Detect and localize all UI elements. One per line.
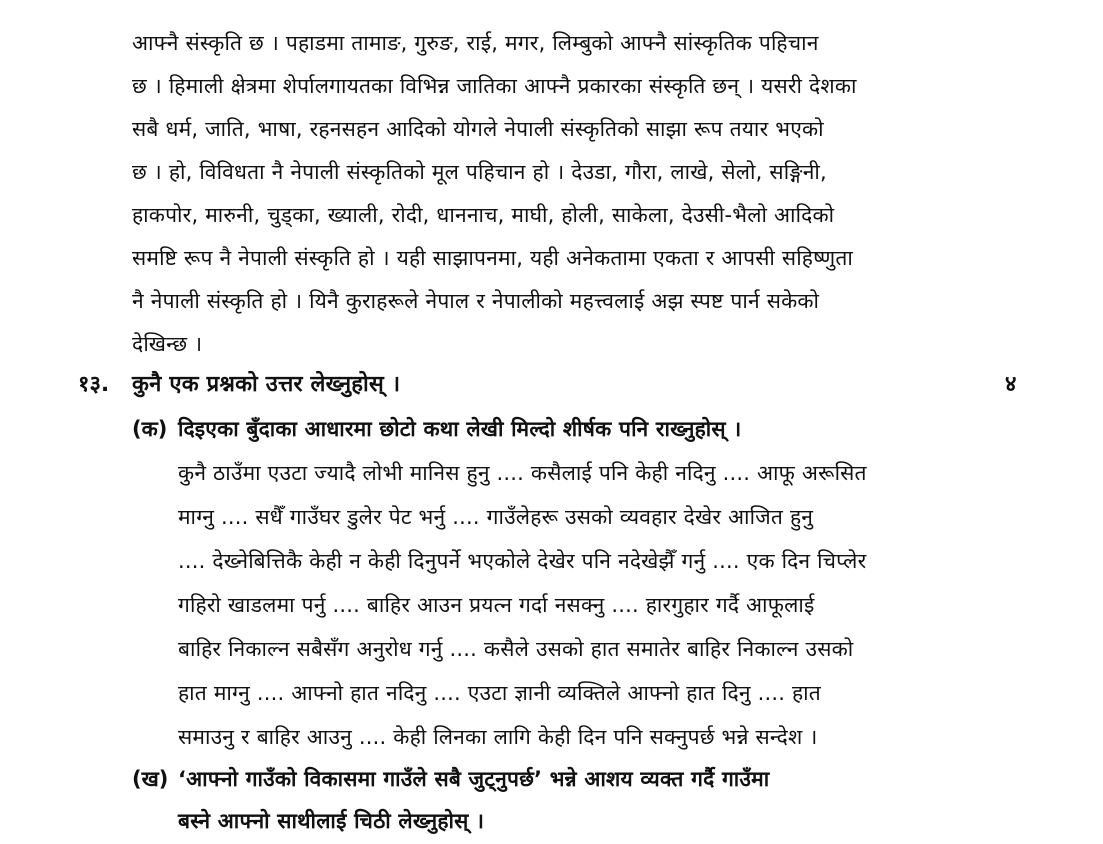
passage-line: देखिन्छ ।: [132, 332, 203, 356]
story-point-line: गहिरो खाडलमा पर्नु .... बाहिर आउन प्रयत्न गर्दा नसक्नु .... हारगुहार गर्दै आफूलाई: [178, 593, 815, 617]
option-b-text: बस्ने आफ्नो साथीलाई चिठी लेख्नुहोस् ।: [178, 809, 485, 833]
question-number: १३.: [78, 372, 110, 397]
question-text: कुनै एक प्रश्नको उत्तर लेख्नुहोस् ।: [132, 372, 401, 397]
passage-line: समष्टि रूप नै नेपाली संस्कृति हो । यही साझापनमा, यही अनेकतामा एकता र आपसी सहिष्णुता: [132, 246, 854, 270]
story-point-line: माग्नु .... सधैँ गाउँघर डुलेर पेट भर्नु .... गाउँलेहरू उसको व्यवहार देखेर आजित हुनु: [178, 505, 814, 529]
question-marks: ४: [1005, 372, 1017, 397]
passage-line: छ । हो, विविधता नै नेपाली संस्कृतिको मूल पहिचान हो । देउडा, गौरा, लाखे, सेलो, सङ्गिनी,: [132, 160, 827, 184]
passage-line: हाकपोर, मारुनी, चुड्का, ख्याली, रोदी, धाननाच, माघी, होली, साकेला, देउसी-भैलो आदिको: [132, 203, 835, 227]
passage-line: आफ्नै संस्कृति छ । पहाडमा तामाङ, गुरुङ, राई, मगर, लिम्बुको आफ्नै सांस्कृतिक पहिचान: [132, 31, 819, 55]
story-point-line: कुनै ठाउँमा एउटा ज्यादै लोभी मानिस हुनु .... कसैलाई पनि केही नदिनु .... आफू अरूसित: [178, 461, 867, 485]
passage-line: सबै धर्म, जाति, भाषा, रहनसहन आदिको योगले नेपाली संस्कृतिको साझा रूप तयार भएको: [132, 117, 824, 141]
story-point-line: हात माग्नु .... आफ्नो हात नदिनु .... एउटा ज्ञानी व्यक्तिले आफ्नो हात दिनु .... हात: [178, 681, 821, 705]
passage-line: नै नेपाली संस्कृति हो । यिनै कुराहरूले नेपाल र नेपालीको महत्त्वलाई अझ स्पष्ट पार्न सकेको: [132, 289, 820, 313]
option-b-text: ‘आफ्नो गाउँको विकासमा गाउँले सबै जुट्नुपर्छ’ भन्ने आशय व्यक्त गर्दै गाउँमा: [178, 767, 770, 791]
option-a-label: (क): [132, 417, 168, 441]
story-point-line: बाहिर निकाल्न सबैसँग अनुरोध गर्नु .... कसैले उसको हात समातेर बाहिर निकाल्न उसको: [178, 637, 854, 661]
option-a-title: दिइएका बुँदाका आधारमा छोटो कथा लेखी मिल्दो शीर्षक पनि राख्नुहोस् ।: [178, 417, 742, 441]
story-point-line: .... देख्नेबित्तिकै केही न केही दिनुपर्ने भएकोले देखेर पनि नदेखेझैँ गर्नु .... एक दिन चिप्लेर: [178, 549, 867, 573]
passage-line: छ । हिमाली क्षेत्रमा शेर्पालगायतका विभिन्न जातिका आफ्नै प्रकारका संस्कृति छन् । यसरी देशका: [132, 74, 857, 98]
story-point-line: समाउनु र बाहिर आउनु .... केही लिनका लागि केही दिन पनि सक्नुपर्छ भन्ने सन्देश ।: [178, 725, 818, 749]
option-b-label: (ख): [132, 767, 169, 791]
